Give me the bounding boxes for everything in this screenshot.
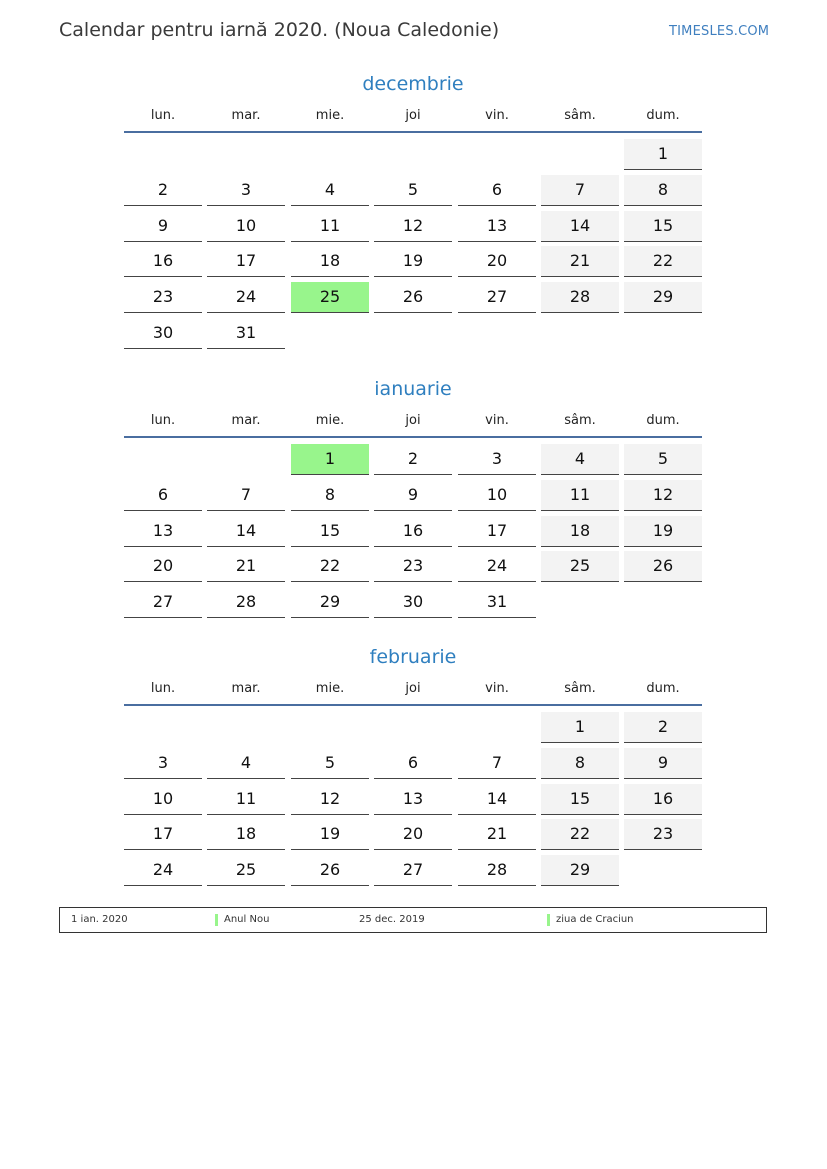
day-cell: 28 (541, 282, 619, 313)
site-link[interactable]: TIMESLES.COM (669, 24, 770, 39)
day-cell: 21 (541, 246, 619, 277)
weekday-label: sâm. (564, 108, 596, 123)
day-cell: 26 (624, 551, 702, 582)
weekday-label: mie. (315, 681, 345, 696)
day-cell: 29 (541, 855, 619, 886)
day-cell: 16 (624, 784, 702, 815)
day-cell: 3 (207, 175, 285, 206)
day-cell: 27 (458, 282, 536, 313)
day-cell: 4 (291, 175, 369, 206)
weekday-label: vin. (485, 413, 509, 428)
day-cell: 11 (207, 784, 285, 815)
day-cell: 8 (541, 748, 619, 779)
day-cell: 12 (291, 784, 369, 815)
header-divider (124, 131, 702, 133)
holiday-legend (59, 907, 767, 933)
weekday-label: sâm. (564, 681, 596, 696)
month-name: februarie (369, 646, 457, 668)
day-cell: 13 (458, 211, 536, 242)
legend-date: 1 ian. 2020 (71, 914, 128, 925)
legend-label: ziua de Craciun (556, 914, 634, 925)
weekday-label: dum. (646, 108, 680, 123)
day-cell: 21 (458, 819, 536, 850)
day-cell: 8 (624, 175, 702, 206)
day-cell: 13 (374, 784, 452, 815)
day-cell: 1 (624, 139, 702, 170)
weekday-label: mar. (231, 108, 261, 123)
legend-color-swatch (547, 914, 550, 926)
day-cell: 31 (207, 318, 285, 349)
day-cell: 13 (124, 516, 202, 547)
day-cell: 9 (374, 480, 452, 511)
day-cell: 16 (124, 246, 202, 277)
day-cell: 16 (374, 516, 452, 547)
day-cell: 20 (458, 246, 536, 277)
day-cell: 2 (374, 444, 452, 475)
day-cell: 28 (207, 587, 285, 618)
day-cell: 2 (624, 712, 702, 743)
month-name: ianuarie (374, 378, 452, 400)
legend-label: Anul Nou (224, 914, 270, 925)
day-cell: 30 (374, 587, 452, 618)
day-cell: 21 (207, 551, 285, 582)
day-cell: 29 (624, 282, 702, 313)
day-cell: 17 (124, 819, 202, 850)
day-cell: 25 (207, 855, 285, 886)
day-cell: 19 (291, 819, 369, 850)
day-cell: 20 (374, 819, 452, 850)
day-cell: 12 (374, 211, 452, 242)
day-cell: 22 (624, 246, 702, 277)
day-cell: 3 (458, 444, 536, 475)
day-cell: 22 (541, 819, 619, 850)
day-cell: 6 (124, 480, 202, 511)
weekday-header (124, 681, 702, 697)
day-cell: 11 (291, 211, 369, 242)
weekday-label: lun. (150, 108, 176, 123)
day-cell: 10 (124, 784, 202, 815)
day-cell: 31 (458, 587, 536, 618)
day-cell: 25 (541, 551, 619, 582)
day-cell: 7 (207, 480, 285, 511)
weekday-header (124, 108, 702, 124)
weekday-label: joi (405, 681, 421, 696)
day-cell: 23 (124, 282, 202, 313)
day-cell: 26 (291, 855, 369, 886)
day-cell: 19 (624, 516, 702, 547)
weekday-label: joi (405, 413, 421, 428)
day-cell: 9 (124, 211, 202, 242)
day-cell: 10 (458, 480, 536, 511)
day-cell: 29 (291, 587, 369, 618)
day-cell: 11 (541, 480, 619, 511)
day-cell: 24 (124, 855, 202, 886)
day-cell: 15 (624, 211, 702, 242)
day-cell: 4 (207, 748, 285, 779)
day-cell: 12 (624, 480, 702, 511)
holiday-day-cell: 1 (291, 444, 369, 475)
weekday-label: joi (405, 108, 421, 123)
day-cell: 26 (374, 282, 452, 313)
day-cell: 15 (541, 784, 619, 815)
day-cell: 18 (541, 516, 619, 547)
weekday-label: lun. (150, 681, 176, 696)
day-cell: 20 (124, 551, 202, 582)
legend-color-swatch (215, 914, 218, 926)
day-cell: 23 (624, 819, 702, 850)
day-cell: 2 (124, 175, 202, 206)
day-cell: 30 (124, 318, 202, 349)
weekday-label: mie. (315, 108, 345, 123)
day-cell: 17 (207, 246, 285, 277)
day-cell: 28 (458, 855, 536, 886)
day-cell: 14 (207, 516, 285, 547)
day-cell: 17 (458, 516, 536, 547)
day-cell: 5 (291, 748, 369, 779)
weekday-label: vin. (485, 681, 509, 696)
day-cell: 3 (124, 748, 202, 779)
day-cell: 5 (374, 175, 452, 206)
day-cell: 4 (541, 444, 619, 475)
day-cell: 9 (624, 748, 702, 779)
weekday-label: dum. (646, 681, 680, 696)
day-cell: 22 (291, 551, 369, 582)
day-cell: 7 (458, 748, 536, 779)
day-cell: 6 (458, 175, 536, 206)
day-cell: 23 (374, 551, 452, 582)
day-cell: 14 (541, 211, 619, 242)
day-cell: 10 (207, 211, 285, 242)
day-cell: 19 (374, 246, 452, 277)
day-cell: 14 (458, 784, 536, 815)
day-cell: 15 (291, 516, 369, 547)
legend-date: 25 dec. 2019 (359, 914, 425, 925)
weekday-label: mar. (231, 413, 261, 428)
weekday-label: vin. (485, 108, 509, 123)
weekday-label: lun. (150, 413, 176, 428)
weekday-label: sâm. (564, 413, 596, 428)
day-cell: 24 (207, 282, 285, 313)
page-title: Calendar pentru iarnă 2020. (Noua Caledonie) (59, 19, 500, 41)
weekday-header (124, 413, 702, 429)
month-name: decembrie (362, 73, 464, 95)
day-cell: 6 (374, 748, 452, 779)
day-cell: 18 (207, 819, 285, 850)
header-divider (124, 436, 702, 438)
day-cell: 1 (541, 712, 619, 743)
day-cell: 27 (374, 855, 452, 886)
day-cell: 5 (624, 444, 702, 475)
day-cell: 8 (291, 480, 369, 511)
weekday-label: dum. (646, 413, 680, 428)
weekday-label: mie. (315, 413, 345, 428)
day-cell: 27 (124, 587, 202, 618)
day-cell: 7 (541, 175, 619, 206)
header-divider (124, 704, 702, 706)
day-cell: 24 (458, 551, 536, 582)
weekday-label: mar. (231, 681, 261, 696)
day-cell: 18 (291, 246, 369, 277)
holiday-day-cell: 25 (291, 282, 369, 313)
